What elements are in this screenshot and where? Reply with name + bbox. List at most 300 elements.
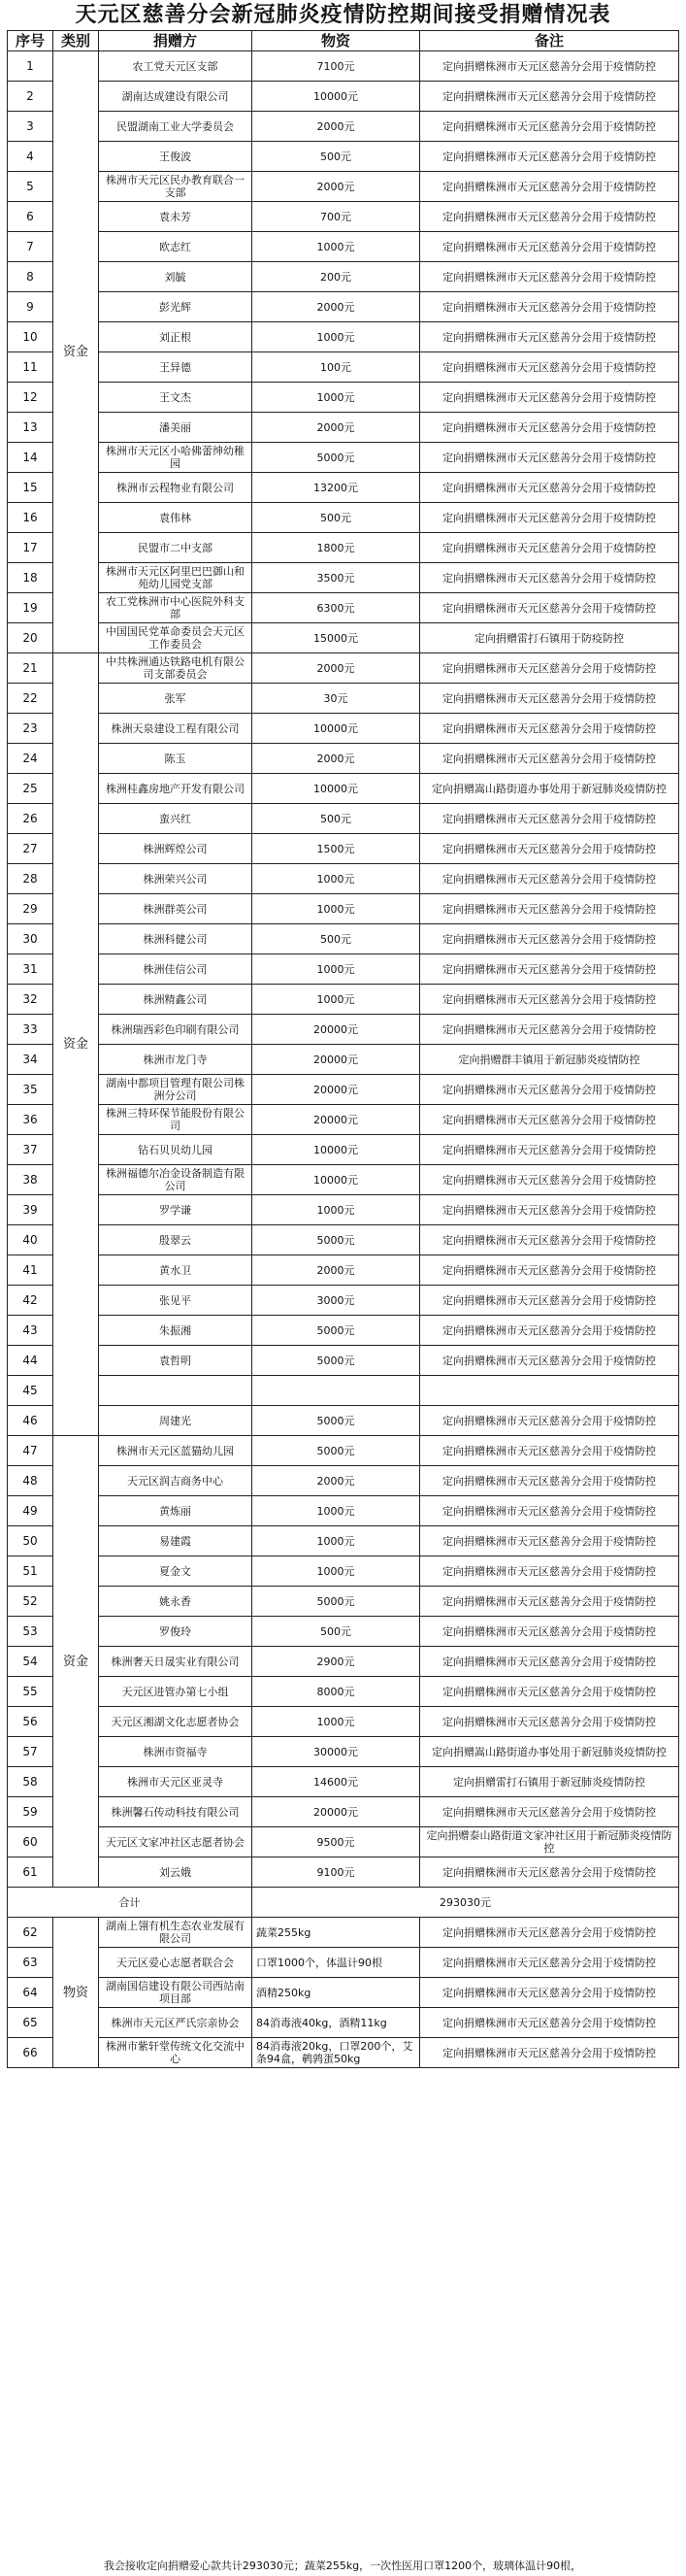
table-row — [8, 1737, 679, 1767]
row-note: 定向捐赠株洲市天元区慈善分会用于疫情防控 — [420, 1707, 679, 1737]
row-seq: 10 — [8, 322, 53, 352]
row-donor: 湖南中都项目管理有限公司株洲分公司 — [99, 1075, 252, 1105]
row-donor: 黄炼丽 — [99, 1496, 252, 1526]
row-item: 1000元 — [252, 954, 420, 985]
row-item: 500元 — [252, 1617, 420, 1647]
row-seq: 37 — [8, 1135, 53, 1165]
table-row — [8, 1707, 679, 1737]
row-note: 定向捐赠株洲市天元区慈善分会用于疫情防控 — [420, 1105, 679, 1135]
row-donor: 株洲市天元区严氏宗亲协会 — [99, 2008, 252, 2038]
row-note: 定向捐赠株洲市天元区慈善分会用于疫情防控 — [420, 262, 679, 292]
row-item: 5000元 — [252, 443, 420, 473]
row-item: 口罩1000个，体温计90根 — [252, 1948, 420, 1978]
row-seq: 57 — [8, 1737, 53, 1767]
row-note: 定向捐赠株洲市天元区慈善分会用于疫情防控 — [420, 1647, 679, 1677]
table-row — [8, 82, 679, 112]
row-item: 9500元 — [252, 1827, 420, 1857]
table-row — [8, 1496, 679, 1526]
table-row — [8, 322, 679, 352]
row-note: 定向捐赠株洲市天元区慈善分会用于疫情防控 — [420, 1496, 679, 1526]
table-row — [8, 684, 679, 714]
row-seq: 52 — [8, 1587, 53, 1617]
table-row — [8, 1948, 679, 1978]
row-donor: 罗俊玲 — [99, 1617, 252, 1647]
row-item: 6300元 — [252, 593, 420, 623]
row-item: 1000元 — [252, 1556, 420, 1587]
row-note: 定向捐赠株洲市天元区慈善分会用于疫情防控 — [420, 924, 679, 954]
row-item: 700元 — [252, 202, 420, 232]
row-donor: 株洲馨石传动科技有限公司 — [99, 1797, 252, 1827]
row-donor: 天元区文家冲社区志愿者协会 — [99, 1827, 252, 1857]
row-note: 定向捐赠株洲市天元区慈善分会用于疫情防控 — [420, 51, 679, 82]
row-seq: 42 — [8, 1286, 53, 1316]
table-row — [8, 623, 679, 653]
row-donor: 株洲佳信公司 — [99, 954, 252, 985]
row-seq: 3 — [8, 112, 53, 142]
row-seq: 47 — [8, 1436, 53, 1466]
table-row — [8, 1255, 679, 1286]
row-note — [420, 1376, 679, 1406]
row-item: 20000元 — [252, 1797, 420, 1827]
row-item: 2000元 — [252, 653, 420, 684]
row-seq: 41 — [8, 1255, 53, 1286]
row-item: 10000元 — [252, 82, 420, 112]
row-seq: 46 — [8, 1406, 53, 1436]
row-item: 20000元 — [252, 1045, 420, 1075]
row-donor: 黄水卫 — [99, 1255, 252, 1286]
row-note: 定向捐赠株洲市天元区慈善分会用于疫情防控 — [420, 894, 679, 924]
row-note: 定向捐赠株洲市天元区慈善分会用于疫情防控 — [420, 473, 679, 503]
table-row — [8, 774, 679, 804]
row-seq: 8 — [8, 262, 53, 292]
total-label: 合计 — [8, 1888, 252, 1918]
row-item: 10000元 — [252, 774, 420, 804]
row-note: 定向捐赠株洲市天元区慈善分会用于疫情防控 — [420, 954, 679, 985]
row-item: 1000元 — [252, 1195, 420, 1225]
row-seq: 60 — [8, 1827, 53, 1857]
table-row — [8, 1406, 679, 1436]
row-note: 定向捐赠株洲市天元区慈善分会用于疫情防控 — [420, 1466, 679, 1496]
row-donor: 钻石贝贝幼儿园 — [99, 1135, 252, 1165]
row-donor: 蛮兴红 — [99, 804, 252, 834]
row-seq: 5 — [8, 172, 53, 202]
row-category: 物资 — [53, 1918, 99, 2068]
row-seq: 13 — [8, 413, 53, 443]
row-donor: 中国国民党革命委员会天元区工作委员会 — [99, 623, 252, 653]
row-seq: 65 — [8, 2008, 53, 2038]
row-note: 定向捐赠株洲市天元区慈善分会用于疫情防控 — [420, 1346, 679, 1376]
table-row — [8, 1135, 679, 1165]
header-note: 备注 — [420, 31, 679, 51]
table-row — [8, 1286, 679, 1316]
row-item: 10000元 — [252, 714, 420, 744]
row-donor: 株洲市资福寺 — [99, 1737, 252, 1767]
row-note: 定向捐赠株洲市天元区慈善分会用于疫情防控 — [420, 413, 679, 443]
row-donor: 株洲三特环保节能股份有限公司 — [99, 1105, 252, 1135]
row-note: 定向捐赠株洲市天元区慈善分会用于疫情防控 — [420, 1075, 679, 1105]
row-seq: 40 — [8, 1225, 53, 1255]
table-row — [8, 804, 679, 834]
row-item: 500元 — [252, 804, 420, 834]
row-donor: 湖南达成建设有限公司 — [99, 82, 252, 112]
row-item: 500元 — [252, 503, 420, 533]
row-seq: 63 — [8, 1948, 53, 1978]
table-row — [8, 714, 679, 744]
table-row — [8, 112, 679, 142]
row-item: 3500元 — [252, 563, 420, 593]
row-note: 定向捐赠株洲市天元区慈善分会用于疫情防控 — [420, 82, 679, 112]
row-note: 定向捐赠株洲市天元区慈善分会用于疫情防控 — [420, 142, 679, 172]
row-item: 1000元 — [252, 1707, 420, 1737]
row-note: 定向捐赠株洲市天元区慈善分会用于疫情防控 — [420, 593, 679, 623]
row-seq: 49 — [8, 1496, 53, 1526]
row-donor: 刘正根 — [99, 322, 252, 352]
row-item: 20000元 — [252, 1075, 420, 1105]
row-item: 2000元 — [252, 1255, 420, 1286]
row-donor: 刘云娥 — [99, 1857, 252, 1888]
row-donor: 周建光 — [99, 1406, 252, 1436]
row-donor: 天元区湘湖文化志愿者协会 — [99, 1707, 252, 1737]
row-item: 3000元 — [252, 1286, 420, 1316]
row-donor: 罗学谦 — [99, 1195, 252, 1225]
table-row — [8, 1436, 679, 1466]
row-note: 定向捐赠株洲市天元区慈善分会用于疫情防控 — [420, 533, 679, 563]
row-item: 1800元 — [252, 533, 420, 563]
row-note: 定向捐赠株洲市天元区慈善分会用于疫情防控 — [420, 292, 679, 322]
row-note: 定向捐赠株洲市天元区慈善分会用于疫情防控 — [420, 1526, 679, 1556]
row-seq: 54 — [8, 1647, 53, 1677]
row-category: 资金 — [53, 653, 99, 1436]
row-donor: 株洲市龙门寺 — [99, 1045, 252, 1075]
row-category: 资金 — [53, 1436, 99, 1888]
table-row — [8, 985, 679, 1015]
row-note: 定向捐赠泰山路街道文家冲社区用于新冠肺炎疫情防控 — [420, 1827, 679, 1857]
row-seq: 15 — [8, 473, 53, 503]
table-row — [8, 1617, 679, 1647]
table-row — [8, 51, 679, 82]
row-seq: 64 — [8, 1978, 53, 2008]
table-row — [8, 533, 679, 563]
row-seq: 26 — [8, 804, 53, 834]
table-row — [8, 1827, 679, 1857]
row-donor: 株洲瑞西彩色印刷有限公司 — [99, 1015, 252, 1045]
row-item: 1000元 — [252, 1526, 420, 1556]
document-title: 天元区慈善分会新冠肺炎疫情防控期间接受捐赠情况表 — [75, 2, 611, 27]
table-row — [8, 473, 679, 503]
row-item: 15000元 — [252, 623, 420, 653]
row-note: 定向捐赠株洲市天元区慈善分会用于疫情防控 — [420, 684, 679, 714]
table-row — [8, 172, 679, 202]
total-value: 293030元 — [252, 1888, 679, 1918]
row-item: 1000元 — [252, 383, 420, 413]
row-note: 定向捐赠群丰镇用于新冠肺炎疫情防控 — [420, 1045, 679, 1075]
row-donor: 农工党天元区支部 — [99, 51, 252, 82]
donation-table-body — [8, 31, 679, 2068]
row-note: 定向捐赠株洲市天元区慈善分会用于疫情防控 — [420, 1587, 679, 1617]
row-donor: 株洲精鑫公司 — [99, 985, 252, 1015]
row-donor: 袁伟林 — [99, 503, 252, 533]
row-seq: 45 — [8, 1376, 53, 1406]
table-row — [8, 1767, 679, 1797]
row-seq: 7 — [8, 232, 53, 262]
row-seq: 2 — [8, 82, 53, 112]
row-seq: 48 — [8, 1466, 53, 1496]
row-note: 定向捐赠雷打石镇用于新冠肺炎疫情防控 — [420, 1767, 679, 1797]
table-row — [8, 1376, 679, 1406]
table-row — [8, 1857, 679, 1888]
row-seq: 36 — [8, 1105, 53, 1135]
table-row — [8, 383, 679, 413]
table-row — [8, 2008, 679, 2038]
row-seq: 53 — [8, 1617, 53, 1647]
row-seq: 14 — [8, 443, 53, 473]
row-donor: 湖南国信建设有限公司西站南项目部 — [99, 1978, 252, 2008]
row-donor: 株洲市天元区小哈佛蕾绅幼稚园 — [99, 443, 252, 473]
row-item: 10000元 — [252, 1135, 420, 1165]
row-seq: 21 — [8, 653, 53, 684]
row-note: 定向捐赠株洲市天元区慈善分会用于疫情防控 — [420, 1406, 679, 1436]
row-note: 定向捐赠株洲市天元区慈善分会用于疫情防控 — [420, 503, 679, 533]
row-note: 定向捐赠株洲市天元区慈善分会用于疫情防控 — [420, 322, 679, 352]
table-row — [8, 1556, 679, 1587]
row-note: 定向捐赠株洲市天元区慈善分会用于疫情防控 — [420, 985, 679, 1015]
row-item: 13200元 — [252, 473, 420, 503]
row-item: 酒精250kg — [252, 1978, 420, 2008]
row-note: 定向捐赠株洲市天元区慈善分会用于疫情防控 — [420, 1918, 679, 1948]
row-seq: 6 — [8, 202, 53, 232]
row-seq: 24 — [8, 744, 53, 774]
table-row — [8, 202, 679, 232]
row-item: 2900元 — [252, 1647, 420, 1677]
table-row — [8, 653, 679, 684]
row-item: 5000元 — [252, 1225, 420, 1255]
row-item: 20000元 — [252, 1015, 420, 1045]
table-row — [8, 1105, 679, 1135]
row-note: 定向捐赠株洲市天元区慈善分会用于疫情防控 — [420, 443, 679, 473]
row-seq: 11 — [8, 352, 53, 383]
row-donor: 袁哲明 — [99, 1346, 252, 1376]
row-note: 定向捐赠株洲市天元区慈善分会用于疫情防控 — [420, 1436, 679, 1466]
row-item: 1000元 — [252, 232, 420, 262]
row-note: 定向捐赠株洲市天元区慈善分会用于疫情防控 — [420, 2008, 679, 2038]
table-row — [8, 1165, 679, 1195]
row-donor: 天元区爱心志愿者联合会 — [99, 1948, 252, 1978]
row-item: 84消毒液20kg，口罩200个，艾条94盒，鹌鹑蛋50kg — [252, 2038, 420, 2068]
row-donor: 株洲辉煌公司 — [99, 834, 252, 864]
table-row — [8, 262, 679, 292]
row-donor: 株洲桂鑫房地产开发有限公司 — [99, 774, 252, 804]
row-seq: 61 — [8, 1857, 53, 1888]
row-note: 定向捐赠株洲市天元区慈善分会用于疫情防控 — [420, 1255, 679, 1286]
row-category: 资金 — [53, 51, 99, 653]
table-row — [8, 1797, 679, 1827]
row-donor: 民盟市二中支部 — [99, 533, 252, 563]
row-note: 定向捐赠株洲市天元区慈善分会用于疫情防控 — [420, 1556, 679, 1587]
row-seq: 44 — [8, 1346, 53, 1376]
row-seq: 27 — [8, 834, 53, 864]
row-note: 定向捐赠株洲市天元区慈善分会用于疫情防控 — [420, 1225, 679, 1255]
row-donor: 陈玉 — [99, 744, 252, 774]
row-seq: 62 — [8, 1918, 53, 1948]
row-seq: 35 — [8, 1075, 53, 1105]
row-note: 定向捐赠株洲市天元区慈善分会用于疫情防控 — [420, 1015, 679, 1045]
row-donor: 欧志红 — [99, 232, 252, 262]
row-donor: 株洲市天元区阿里巴巴御山和苑幼儿园党支部 — [99, 563, 252, 593]
row-seq: 59 — [8, 1797, 53, 1827]
row-item: 1000元 — [252, 1496, 420, 1526]
row-item: 2000元 — [252, 744, 420, 774]
row-seq: 31 — [8, 954, 53, 985]
row-seq: 9 — [8, 292, 53, 322]
total-row — [8, 1888, 679, 1918]
row-note: 定向捐赠株洲市天元区慈善分会用于疫情防控 — [420, 1617, 679, 1647]
row-donor: 彭光辉 — [99, 292, 252, 322]
row-note: 定向捐赠株洲市天元区慈善分会用于疫情防控 — [420, 1978, 679, 2008]
row-item — [252, 1376, 420, 1406]
row-seq: 23 — [8, 714, 53, 744]
row-seq: 17 — [8, 533, 53, 563]
table-header-row — [8, 31, 679, 51]
row-seq: 18 — [8, 563, 53, 593]
row-seq: 19 — [8, 593, 53, 623]
row-item: 100元 — [252, 352, 420, 383]
row-seq: 58 — [8, 1767, 53, 1797]
row-note: 定向捐赠株洲市天元区慈善分会用于疫情防控 — [420, 1797, 679, 1827]
row-item: 5000元 — [252, 1436, 420, 1466]
table-row — [8, 1225, 679, 1255]
row-item: 2000元 — [252, 1466, 420, 1496]
row-donor: 易建霞 — [99, 1526, 252, 1556]
row-donor: 株洲天泉建设工程有限公司 — [99, 714, 252, 744]
table-row — [8, 1195, 679, 1225]
row-note: 定向捐赠株洲市天元区慈善分会用于疫情防控 — [420, 864, 679, 894]
row-donor: 民盟湖南工业大学委员会 — [99, 112, 252, 142]
row-note: 定向捐赠雷打石镇用于防疫防控 — [420, 623, 679, 653]
summary-footer: 我会接收定向捐赠爱心款共计293030元；蔬菜255kg，一次性医用口罩1200个，玻璃体温计90根， — [103, 2559, 582, 2572]
row-donor: 株洲市天元区民办教育联合一支部 — [99, 172, 252, 202]
row-item: 1000元 — [252, 864, 420, 894]
row-donor: 株洲荣兴公司 — [99, 864, 252, 894]
table-row — [8, 834, 679, 864]
table-row — [8, 593, 679, 623]
row-note: 定向捐赠株洲市天元区慈善分会用于疫情防控 — [420, 1316, 679, 1346]
row-note: 定向捐赠株洲市天元区慈善分会用于疫情防控 — [420, 804, 679, 834]
row-note: 定向捐赠株洲市天元区慈善分会用于疫情防控 — [420, 1135, 679, 1165]
row-seq: 51 — [8, 1556, 53, 1587]
row-note: 定向捐赠株洲市天元区慈善分会用于疫情防控 — [420, 1165, 679, 1195]
table-row — [8, 443, 679, 473]
row-seq: 34 — [8, 1045, 53, 1075]
row-note: 定向捐赠株洲市天元区慈善分会用于疫情防控 — [420, 1857, 679, 1888]
row-item: 5000元 — [252, 1587, 420, 1617]
row-item: 1000元 — [252, 894, 420, 924]
table-row — [8, 292, 679, 322]
row-seq: 38 — [8, 1165, 53, 1195]
row-item: 200元 — [252, 262, 420, 292]
header-seq: 序号 — [8, 31, 53, 51]
table-row — [8, 232, 679, 262]
table-row — [8, 503, 679, 533]
row-donor: 中共株洲通达铁路电机有限公司支部委员会 — [99, 653, 252, 684]
row-item: 5000元 — [252, 1346, 420, 1376]
header-item: 物资 — [252, 31, 420, 51]
row-note: 定向捐赠株洲市天元区慈善分会用于疫情防控 — [420, 352, 679, 383]
row-donor: 刘毓 — [99, 262, 252, 292]
row-note: 定向捐赠嵩山路街道办事处用于新冠肺炎疫情防控 — [420, 774, 679, 804]
table-row — [8, 1316, 679, 1346]
row-donor: 株洲群英公司 — [99, 894, 252, 924]
row-donor: 王异德 — [99, 352, 252, 383]
row-donor: 袁未芳 — [99, 202, 252, 232]
row-seq: 16 — [8, 503, 53, 533]
row-seq: 33 — [8, 1015, 53, 1045]
row-note: 定向捐赠株洲市天元区慈善分会用于疫情防控 — [420, 383, 679, 413]
table-row — [8, 1918, 679, 1948]
row-item: 500元 — [252, 142, 420, 172]
row-item: 2000元 — [252, 292, 420, 322]
row-donor: 张见平 — [99, 1286, 252, 1316]
row-item: 2000元 — [252, 112, 420, 142]
row-note: 定向捐赠株洲市天元区慈善分会用于疫情防控 — [420, 172, 679, 202]
row-item: 500元 — [252, 924, 420, 954]
row-note: 定向捐赠株洲市天元区慈善分会用于疫情防控 — [420, 1948, 679, 1978]
row-note: 定向捐赠株洲市天元区慈善分会用于疫情防控 — [420, 2038, 679, 2068]
table-row — [8, 1075, 679, 1105]
row-seq: 39 — [8, 1195, 53, 1225]
row-donor: 潘美丽 — [99, 413, 252, 443]
table-row — [8, 954, 679, 985]
donation-table — [7, 30, 679, 2068]
table-row — [8, 1647, 679, 1677]
row-seq: 50 — [8, 1526, 53, 1556]
row-donor: 株洲市云程物业有限公司 — [99, 473, 252, 503]
table-row — [8, 413, 679, 443]
table-row — [8, 744, 679, 774]
row-seq: 66 — [8, 2038, 53, 2068]
row-item: 1500元 — [252, 834, 420, 864]
row-donor: 株洲福德尔冶金设备制造有限公司 — [99, 1165, 252, 1195]
row-donor: 王文杰 — [99, 383, 252, 413]
row-note: 定向捐赠株洲市天元区慈善分会用于疫情防控 — [420, 232, 679, 262]
row-seq: 28 — [8, 864, 53, 894]
row-donor: 株洲市紫轩堂传统文化交流中心 — [99, 2038, 252, 2068]
table-row — [8, 563, 679, 593]
row-donor: 株洲奢天日晟实业有限公司 — [99, 1647, 252, 1677]
row-donor: 王俊波 — [99, 142, 252, 172]
row-seq: 25 — [8, 774, 53, 804]
row-seq: 55 — [8, 1677, 53, 1707]
row-donor: 株洲科健公司 — [99, 924, 252, 954]
table-row — [8, 894, 679, 924]
row-seq: 43 — [8, 1316, 53, 1346]
row-item: 14600元 — [252, 1767, 420, 1797]
table-row — [8, 1978, 679, 2008]
row-item: 2000元 — [252, 413, 420, 443]
row-donor: 农工党株洲市中心医院外科支部 — [99, 593, 252, 623]
row-item: 7100元 — [252, 51, 420, 82]
row-item: 蔬菜255kg — [252, 1918, 420, 1948]
row-donor: 天元区进管办第七小组 — [99, 1677, 252, 1707]
row-note: 定向捐赠株洲市天元区慈善分会用于疫情防控 — [420, 653, 679, 684]
row-donor: 殷翠云 — [99, 1225, 252, 1255]
header-category: 类别 — [53, 31, 99, 51]
row-item: 84消毒液40kg，酒精11kg — [252, 2008, 420, 2038]
row-note: 定向捐赠株洲市天元区慈善分会用于疫情防控 — [420, 1677, 679, 1707]
table-row — [8, 1587, 679, 1617]
row-seq: 12 — [8, 383, 53, 413]
row-donor: 朱振湘 — [99, 1316, 252, 1346]
row-donor: 夏金文 — [99, 1556, 252, 1587]
